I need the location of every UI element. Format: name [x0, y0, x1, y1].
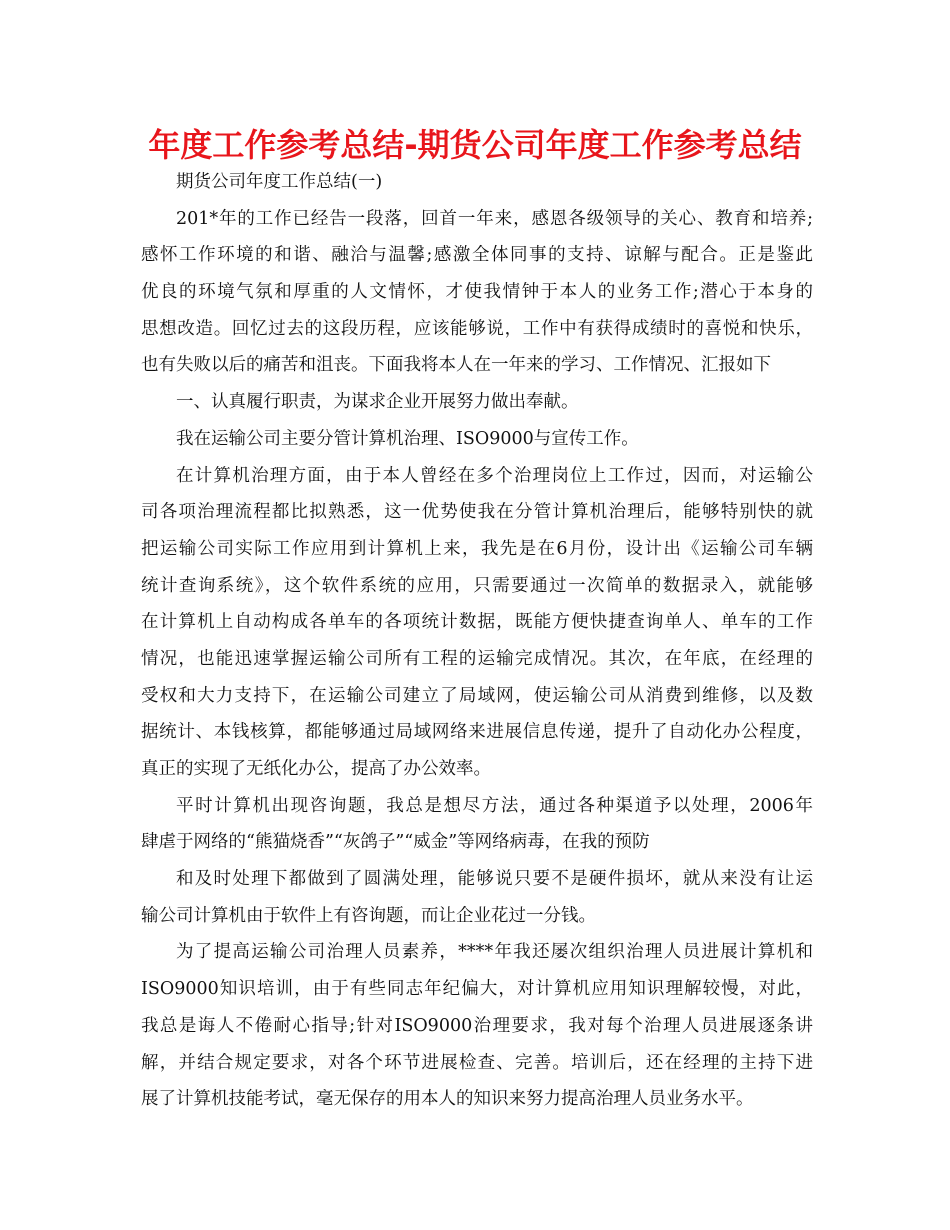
- paragraph-line: 展了计算机技能考试，毫无保存的用本人的知识来努力提高治理人员业务水平。: [141, 1089, 754, 1110]
- paragraph-line: 肆虐于网络的“熊猫烧香”“灰鸽子”“威金”等网络病毒，在我的预防: [141, 832, 650, 853]
- paragraph-line: 把运输公司实际工作应用到计算机上来，我先是在6月份，设计出《运输公司车辆: [141, 538, 813, 559]
- paragraph-line: 据统计、本钱核算，都能够通过局域网络来进展信息传递，提升了自动化办公程度，: [141, 722, 813, 743]
- paragraph-line: 一、认真履行职责，为谋求企业开展努力做出奉献。: [176, 392, 579, 413]
- paragraph-line: 201*年的工作已经告一段落，回首一年来，感恩各级领导的关心、教育和培养;: [176, 208, 813, 229]
- paragraph-line: 优良的环境气氛和厚重的人文情怀，才使我情钟于本人的业务工作;潜心于本身的: [141, 282, 813, 303]
- document-body: [141, 164, 813, 1118]
- paragraph-line: 情况，也能迅速掌握运输公司所有工程的运输完成情况。其次，在年底，在经理的: [141, 648, 813, 669]
- document-title: 年度工作参考总结-期货公司年度工作参考总结: [148, 126, 802, 164]
- paragraph-line: 输公司计算机由于软件上有咨询题，而让企业花过一分钱。: [141, 905, 596, 926]
- paragraph-line: 真正的实现了无纸化办公，提高了办公效率。: [141, 759, 491, 779]
- paragraph-line: 我总是诲人不倦耐心指导;针对ISO9000治理要求，我对每个治理人员进展逐条讲: [141, 1015, 813, 1036]
- paragraph-line: ISO9000知识培训，由于有些同志年纪偏大，对计算机应用知识理解较慢，对此，: [141, 979, 813, 1000]
- paragraph-line: 解，并结合规定要求，对各个环节进展检查、完善。培训后，还在经理的主持下进: [141, 1052, 813, 1073]
- paragraph-line: 和及时处理下都做到了圆满处理，能够说只要不是硬件损坏，就从来没有让运: [176, 869, 813, 890]
- paragraph-line: 司各项治理流程都比拟熟悉，这一优势使我在分管计算机治理后，能够特别快的就: [141, 502, 813, 523]
- section-heading: 期货公司年度工作总结(一): [176, 172, 383, 192]
- paragraph-line: 感怀工作环境的和谐、融洽与温馨;感激全体同事的支持、谅解与配合。正是鉴此: [141, 245, 813, 266]
- paragraph-line: 统计查询系统》，这个软件系统的应用，只需要通过一次简单的数据录入，就能够: [141, 575, 813, 596]
- paragraph-line: 为了提高运输公司治理人员素养，****年我还屡次组织治理人员进展计算机和: [176, 942, 813, 963]
- paragraph-line: 在计算机上自动构成各单车的各项统计数据，既能方便快捷查询单人、单车的工作: [141, 612, 813, 633]
- paragraph-line: 受权和大力支持下，在运输公司建立了局域网，使运输公司从消费到维修，以及数: [141, 685, 813, 706]
- paragraph-line: 平时计算机出现咨询题，我总是想尽方法，通过各种渠道予以处理，2006年: [176, 795, 813, 816]
- paragraph-line: 思想改造。回忆过去的这段历程，应该能够说，工作中有获得成绩时的喜悦和快乐，: [141, 318, 813, 339]
- paragraph-line: 也有失败以后的痛苦和沮丧。下面我将本人在一年来的学习、工作情况、汇报如下: [141, 355, 771, 376]
- paragraph-line: 在计算机治理方面，由于本人曾经在多个治理岗位上工作过，因而，对运输公: [176, 465, 813, 486]
- paragraph-line: 我在运输公司主要分管计算机治理、ISO9000与宣传工作。: [176, 428, 639, 449]
